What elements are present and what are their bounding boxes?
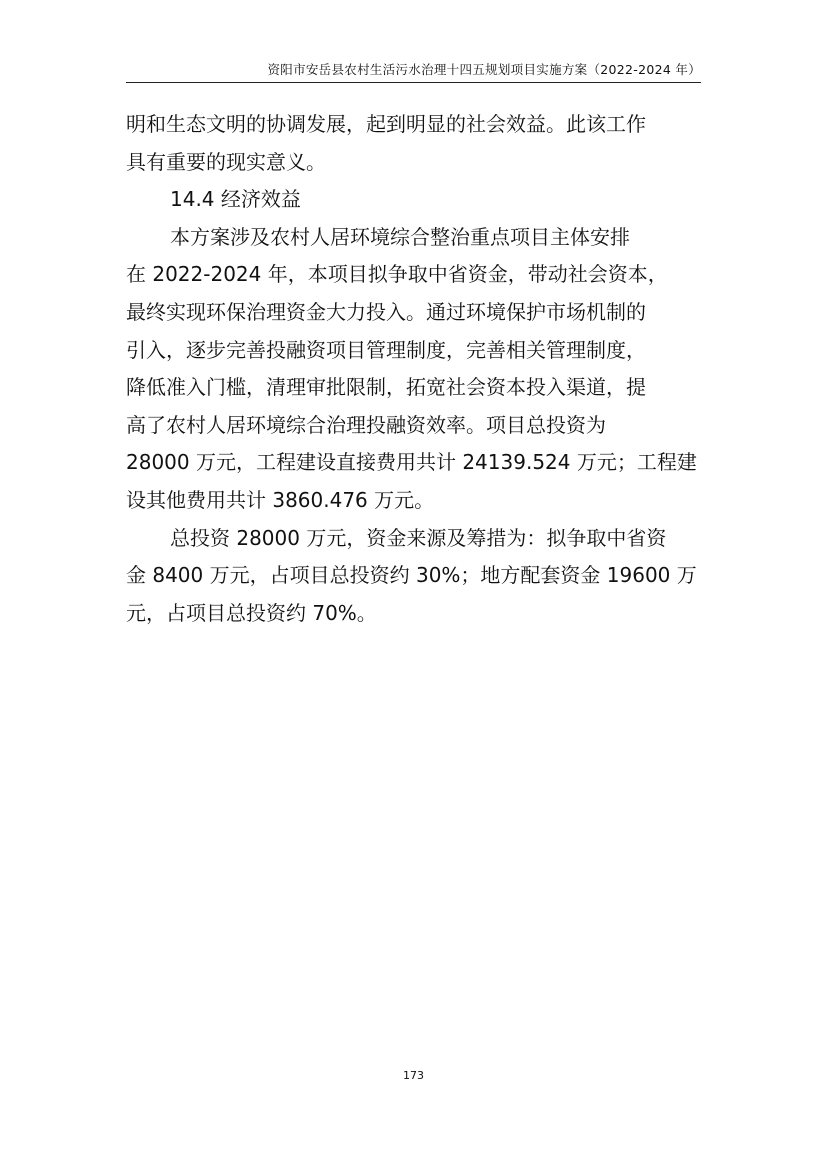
section-heading-economic-benefit (126, 181, 701, 219)
page-number: 173 (403, 1069, 424, 1082)
paragraph-economic-benefit (126, 219, 701, 520)
text-line: 本方案涉及农村人居环境综合整治重点项目主体安排 (170, 224, 630, 249)
text-line: 降低准入门槛，清理审批限制，拓宽社会资本投入渠道，提 (126, 375, 646, 400)
page-header-title: 资阳市安岳县农村生活污水治理十四五规划项目实施方案（2022-2024 年） (267, 62, 701, 77)
text-line: 高了农村人居环境综合治理投融资效率。项目总投资为 (126, 412, 606, 437)
text-line: 28000 万元，工程建设直接费用共计 24139.524 万元；工程建 (126, 450, 697, 475)
text-line: 具有重要的现实意义。 (126, 149, 326, 174)
text-line: 总投资 28000 万元，资金来源及筹措为：拟争取中省资 (170, 525, 667, 550)
paragraph-funding-source (126, 520, 701, 633)
text-line: 引入，逐步完善投融资项目管理制度，完善相关管理制度， (126, 337, 646, 362)
document-body (126, 106, 701, 632)
text-line: 元，占项目总投资约 70%。 (126, 600, 377, 625)
text-line: 设其他费用共计 3860.476 万元。 (126, 487, 435, 512)
text-line: 最终实现环保治理资金大力投入。通过环境保护市场机制的 (126, 299, 646, 324)
section-heading-text: 14.4 经济效益 (170, 187, 301, 212)
text-line: 明和生态文明的协调发展，起到明显的社会效益。此该工作 (126, 112, 646, 136)
header-divider (126, 82, 701, 83)
text-line: 在 2022-2024 年，本项目拟争取中省资金，带动社会资本， (126, 262, 668, 287)
text-line: 金 8400 万元，占项目总投资约 30%；地方配套资金 19600 万 (126, 563, 697, 588)
paragraph-continuation (126, 106, 701, 181)
